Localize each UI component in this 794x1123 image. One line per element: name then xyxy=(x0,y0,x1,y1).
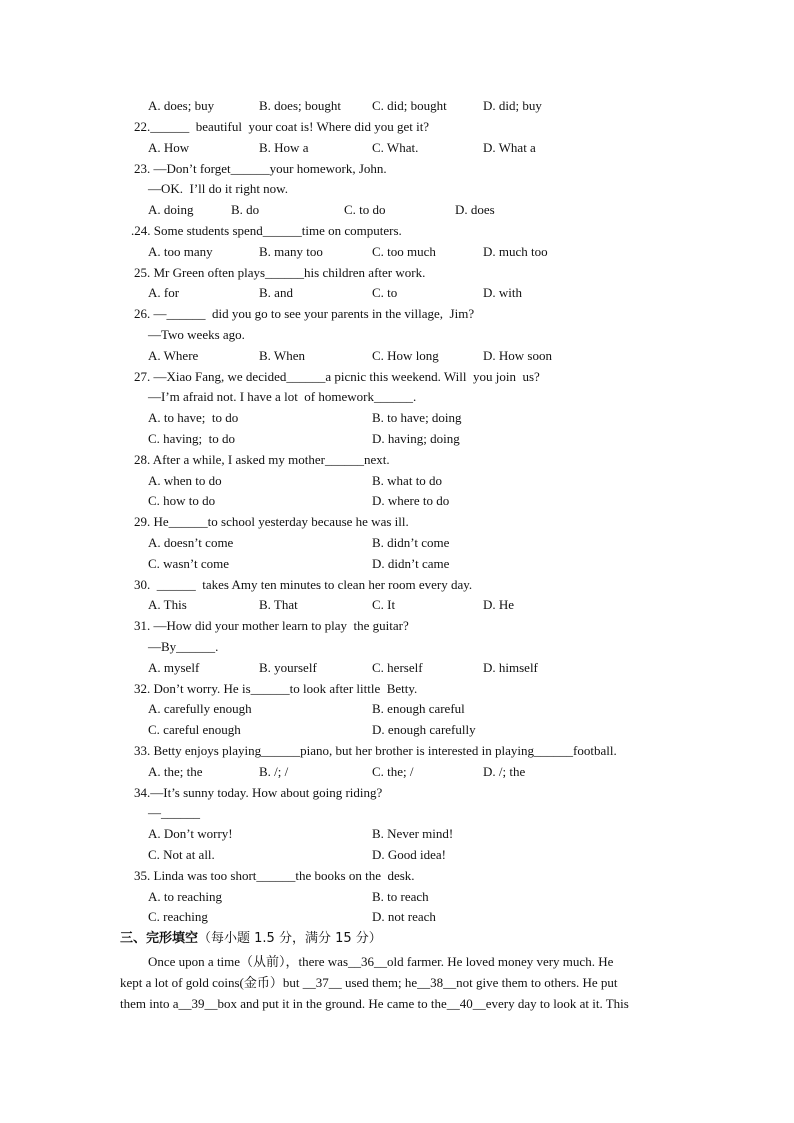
option-a: A. This xyxy=(148,597,187,612)
question-response: —OK. I’ll do it right now. xyxy=(148,181,288,196)
option-b: B. didn’t come xyxy=(372,535,450,550)
option-d: D. himself xyxy=(483,660,538,675)
option-d: D. /; the xyxy=(483,764,526,779)
option-c: C. the; / xyxy=(372,764,414,779)
option-c: C. having; to do xyxy=(148,431,236,446)
option-a: A. Don’t worry! xyxy=(148,826,233,841)
question-stem: .24. Some students spend______time on computers. xyxy=(131,223,402,238)
option-c: C. Not at all. xyxy=(148,847,215,862)
option-b: B. Never mind! xyxy=(372,826,454,841)
option-d: D. with xyxy=(483,285,522,300)
option-d: D. didn’t came xyxy=(372,556,450,571)
passage-line-2: kept a lot of gold coins(金币）but __37__ used them; he__38__not give them to others. He put xyxy=(120,975,618,990)
question-stem: 34.—It’s sunny today. How about going riding? xyxy=(134,785,383,800)
option-c: C. How long xyxy=(372,348,439,363)
question-response: —I’m afraid not. I have a lot of homework______. xyxy=(148,389,417,404)
option-c: C. to do xyxy=(344,202,386,217)
question-stem: 32. Don’t worry. He is______to look after little Betty. xyxy=(134,681,418,696)
option-a: A. Where xyxy=(148,348,199,363)
option-b: B. many too xyxy=(259,244,323,259)
question-response: —Two weeks ago. xyxy=(148,327,245,342)
option-b: B. yourself xyxy=(259,660,317,675)
option-b: B. /; / xyxy=(259,764,289,779)
option-b: B. to have; doing xyxy=(372,410,462,425)
option-b: B. what to do xyxy=(372,473,443,488)
question-stem: 30. ______ takes Amy ten minutes to clean her room every day. xyxy=(134,577,473,592)
question-stem: 33. Betty enjoys playing______piano, but her brother is interested in playing______football. xyxy=(134,743,617,758)
option-c: C. wasn’t come xyxy=(148,556,229,571)
question-response: —______ xyxy=(148,805,200,820)
option-d: D. did; buy xyxy=(483,98,542,113)
option-a: A. doesn’t come xyxy=(148,535,234,550)
question-stem: 29. He______to school yesterday because he was ill. xyxy=(134,514,409,529)
question-stem: 22.______ beautiful your coat is! Where did you get it? xyxy=(134,119,430,134)
option-b: B. do xyxy=(231,202,260,217)
option-a: A. does; buy xyxy=(148,98,215,113)
section-title: 三、完形填空 xyxy=(120,931,199,946)
option-d: D. much too xyxy=(483,244,548,259)
question-response: —By______. xyxy=(148,639,219,654)
option-d: D. How soon xyxy=(483,348,552,363)
option-a: A. for xyxy=(148,285,180,300)
option-c: C. What. xyxy=(372,140,419,155)
section-heading xyxy=(120,930,382,948)
option-b: B. and xyxy=(259,285,293,300)
section-note: （每小题 1.5 分，满分 15 分） xyxy=(198,931,382,946)
question-stem: 25. Mr Green often plays______his children after work. xyxy=(134,265,426,280)
option-b: B. enough careful xyxy=(372,701,465,716)
question-stem: 31. —How did your mother learn to play the guitar? xyxy=(134,618,409,633)
option-a: A. doing xyxy=(148,202,194,217)
option-c: C. to xyxy=(372,285,398,300)
option-d: D. not reach xyxy=(372,909,436,924)
option-c: C. how to do xyxy=(148,493,216,508)
passage-line-3: them into a__39__box and put it in the ground. He came to the__40__every day to look at it. This xyxy=(120,996,629,1011)
option-c: C. did; bought xyxy=(372,98,447,113)
option-a: A. to have; to do xyxy=(148,410,239,425)
option-a: A. too many xyxy=(148,244,213,259)
option-c: C. It xyxy=(372,597,396,612)
option-c: C. careful enough xyxy=(148,722,241,737)
option-d: D. Good idea! xyxy=(372,847,447,862)
question-stem: 23. —Don’t forget______your homework, John. xyxy=(134,161,387,176)
question-stem: 26. —______ did you go to see your parents in the village, Jim? xyxy=(134,306,475,321)
option-c: C. reaching xyxy=(148,909,208,924)
option-d: D. What a xyxy=(483,140,536,155)
option-c: C. too much xyxy=(372,244,436,259)
option-a: A. myself xyxy=(148,660,200,675)
option-b: B. does; bought xyxy=(259,98,341,113)
option-a: A. carefully enough xyxy=(148,701,252,716)
question-stem: 28. After a while, I asked my mother______next. xyxy=(134,452,390,467)
option-b: B. How a xyxy=(259,140,309,155)
option-d: D. does xyxy=(455,202,495,217)
option-b: B. When xyxy=(259,348,305,363)
option-b: B. to reach xyxy=(372,889,429,904)
option-a: A. How xyxy=(148,140,190,155)
question-stem: 35. Linda was too short______the books on the desk. xyxy=(134,868,415,883)
option-b: B. That xyxy=(259,597,298,612)
option-a: A. to reaching xyxy=(148,889,223,904)
option-a: A. when to do xyxy=(148,473,222,488)
passage-line-1: Once upon a time（从前），there was__36__old farmer. He loved money very much. He xyxy=(148,954,614,969)
question-stem: 27. —Xiao Fang, we decided______a picnic this weekend. Will you join us? xyxy=(134,369,540,384)
option-d: D. where to do xyxy=(372,493,450,508)
option-d: D. enough carefully xyxy=(372,722,476,737)
option-a: A. the; the xyxy=(148,764,203,779)
option-d: D. He xyxy=(483,597,515,612)
option-c: C. herself xyxy=(372,660,423,675)
option-d: D. having; doing xyxy=(372,431,460,446)
